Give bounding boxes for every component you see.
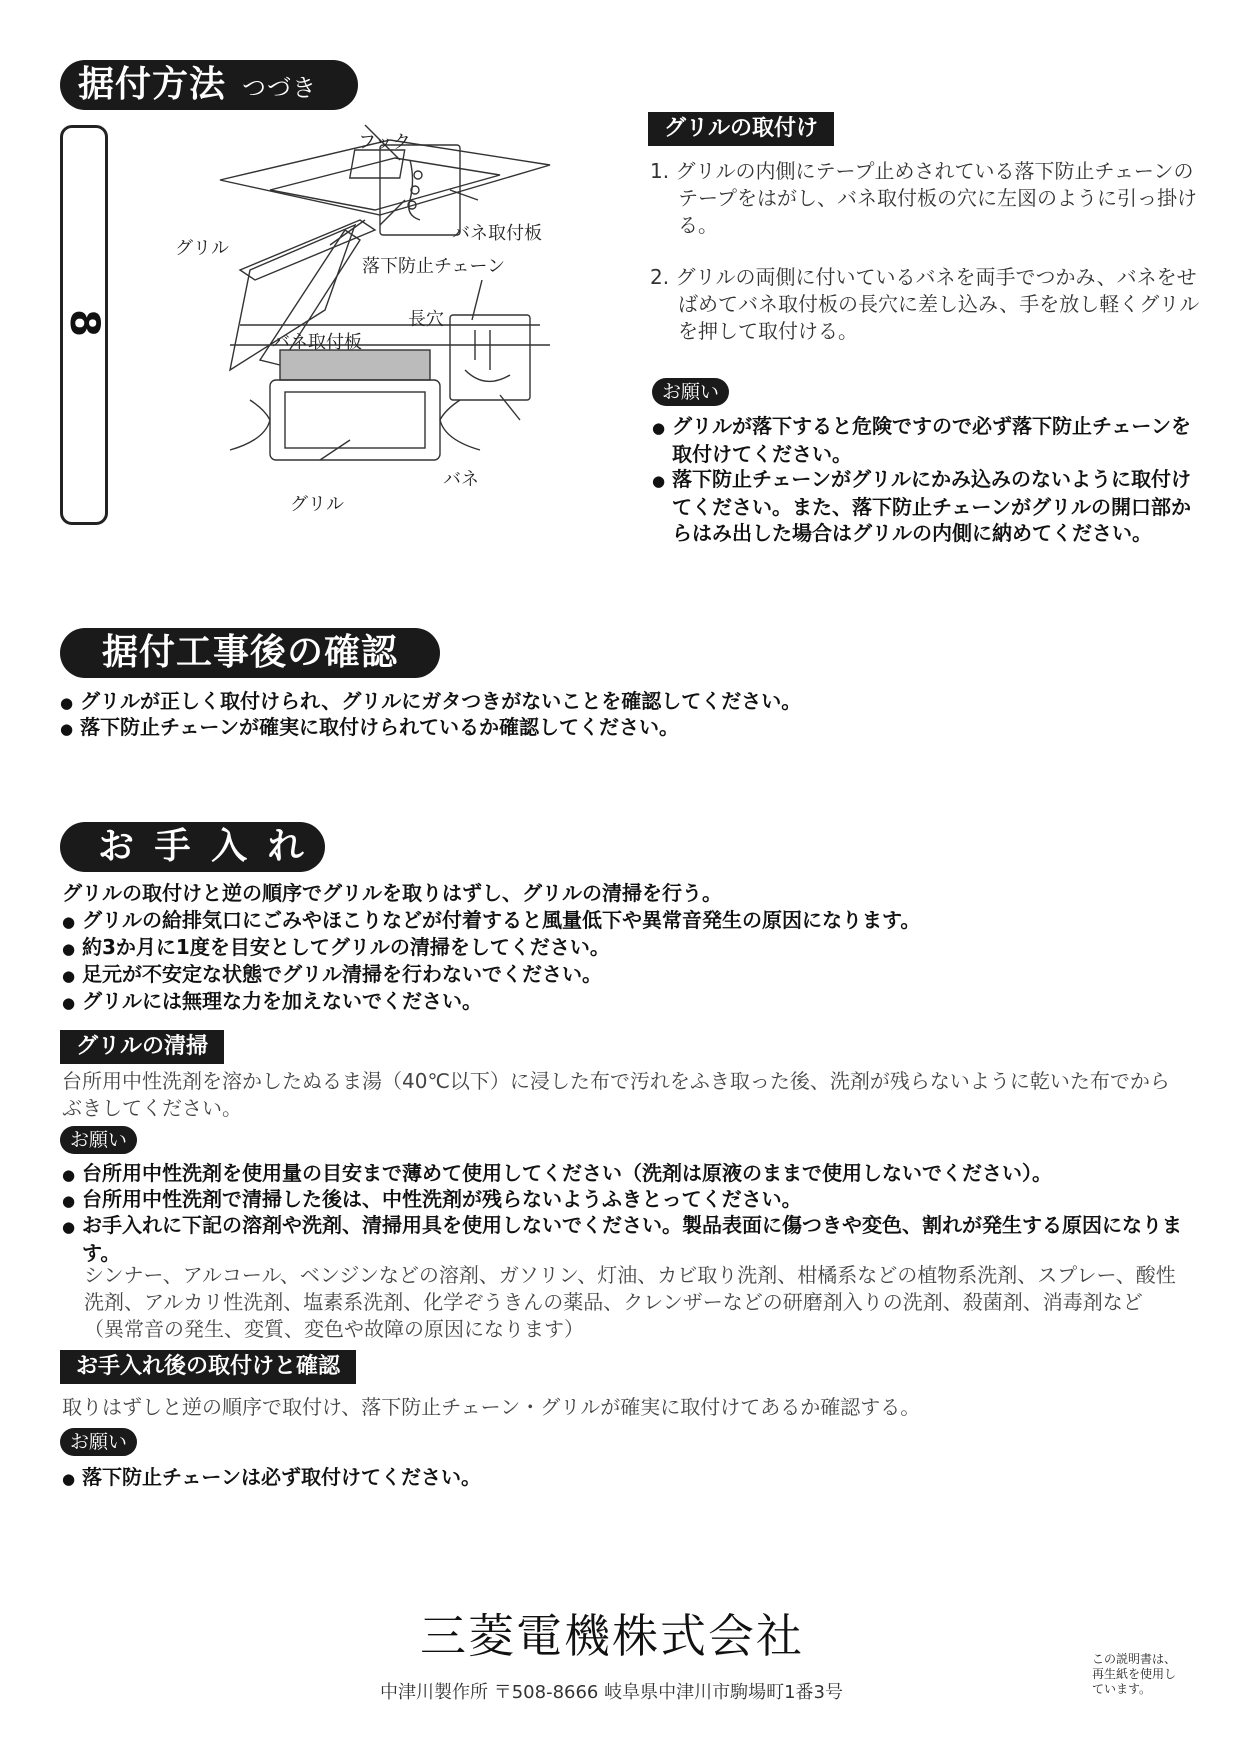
- care-request-1: ● 台所用中性洗剤を使用量の目安まで薄めて使用してください（洗剤は原液のままで使用しないでください）。: [62, 1160, 1202, 1188]
- install-section-title: [60, 60, 358, 110]
- post-check-title: 据付工事後の確認: [60, 628, 440, 678]
- after-care-request-badge: お願い: [60, 1428, 137, 1456]
- figure-label-hook: フック: [358, 132, 411, 153]
- post-check-item-2: ● 落下防止チェーンが確実に取付けられているか確認してください。: [60, 714, 1200, 742]
- grille-attach-request-1: ● グリルが落下すると危険ですので必ず落下防止チェーンを取付けてください。: [652, 413, 1202, 467]
- figure-label-grille-top: グリル: [175, 238, 229, 259]
- grille-attach-step-1: 1. グリルの内側にテープ止めされている落下防止チェーンのテープをはがし、バネ取付板の穴に左図のように引っ掛ける。: [650, 159, 1197, 237]
- grille-attach-request-badge: お願い: [652, 378, 729, 406]
- care-request-badge: お願い: [60, 1126, 137, 1154]
- company-name: 三菱電機株式会社: [420, 1609, 804, 1663]
- care-solvents: シンナー、アルコール、ベンジンなどの溶剤、ガソリン、灯油、カビ取り洗剤、柑橘系などの植物系洗剤、スプレー、酸性洗剤、アルカリ性洗剤、塩素系洗剤、化学ぞうきんの薬品、クレンザーなどの研磨剤入りの洗剤、殺菌剤、消毒剤など（異常音の発生、変質、変色や故障の原因になります）: [84, 1263, 1176, 1341]
- care-item-4: ● グリルには無理な力を加えないでください。: [62, 988, 1202, 1016]
- figure-label-spring-plate-bottom: バネ取付板: [272, 332, 362, 353]
- care-title: お 手 入 れ: [60, 822, 325, 872]
- figure-label-grille-bottom: グリル: [290, 494, 344, 515]
- care-item-2: ● 約3か月に1度を目安としてグリルの清掃をしてください。: [62, 934, 1202, 962]
- care-item-3: ● 足元が不安定な状態でグリル清掃を行わないでください。: [62, 961, 1202, 989]
- install-title-text: 据付方法: [78, 64, 227, 105]
- after-care-text: 取りはずしと逆の順序で取付け、落下防止チェーン・グリルが確実に取付けてあるか確認する。: [62, 1395, 921, 1419]
- figure-label-slot: 長穴: [408, 309, 444, 330]
- installation-figure: [210, 120, 570, 540]
- grille-attach-heading: グリルの取付け: [648, 112, 834, 146]
- section-tab-number: 8: [61, 309, 107, 337]
- recycle-note: この説明書は、再生紙を使用しています。: [1092, 1652, 1177, 1696]
- care-item-1: ● グリルの給排気口にごみやほこりなどが付着すると風量低下や異常音発生の原因になります。: [62, 907, 1202, 935]
- figure-label-chain: 落下防止チェーン: [362, 256, 506, 277]
- after-care-request-1: ● 落下防止チェーンは必ず取付けてください。: [62, 1464, 1202, 1492]
- install-subtitle: つづき: [242, 74, 318, 102]
- care-request-2: ● 台所用中性洗剤で清掃した後は、中性洗剤が残らないようふきとってください。: [62, 1186, 1202, 1214]
- grille-attach-request-2: ● 落下防止チェーンがグリルにかみ込みのないように取付けてください。また、落下防止チェーンがグリルの開口部からはみ出した場合はグリルの内側に納めてください。: [652, 466, 1202, 546]
- after-care-heading: お手入れ後の取付けと確認: [60, 1350, 356, 1384]
- figure-label-spring: バネ: [443, 469, 479, 490]
- care-request-3: ● お手入れに下記の溶剤や洗剤、清掃用具を使用しないでください。製品表面に傷つきや変色、割れが発生する原因になります。: [62, 1212, 1202, 1266]
- cleaning-heading: グリルの清掃: [60, 1030, 224, 1064]
- cleaning-text: 台所用中性洗剤を溶かしたぬるま湯（40℃以下）に浸した布で汚れをふき取った後、洗剤が残らないように乾いた布でからぶきしてください。: [62, 1069, 1170, 1120]
- company-address: 中津川製作所 〒508-8666 岐阜県中津川市駒場町1番3号: [380, 1682, 844, 1703]
- figure-label-spring-plate-top: バネ取付板: [452, 223, 542, 244]
- post-check-item-1: ● グリルが正しく取付けられ、グリルにガタつきがないことを確認してください。: [60, 688, 1200, 716]
- care-intro: グリルの取付けと逆の順序でグリルを取りはずし、グリルの清掃を行う。: [62, 881, 722, 905]
- grille-attach-step-2: 2. グリルの両側に付いているバネを両手でつかみ、バネをせばめてバネ取付板の長穴に差し込み、手を放し軽くグリルを押して取付ける。: [650, 265, 1200, 343]
